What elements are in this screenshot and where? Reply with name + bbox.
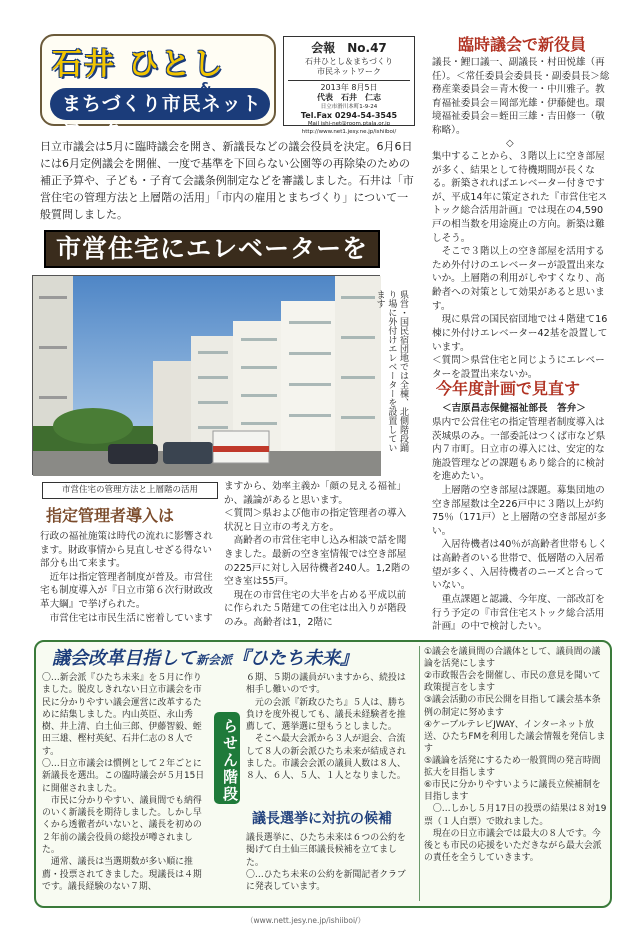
bottom-title-small: 新会派 xyxy=(196,653,233,667)
website-url: http://www.net1.jesy.ne.jp/ishiiboi/ xyxy=(301,128,397,135)
right-subtitle: 今年度計画で見直す xyxy=(436,379,581,398)
rasen-kaidan-label: らせん階段 xyxy=(214,712,240,804)
bottom-title xyxy=(52,646,358,672)
issue-info-box xyxy=(283,36,415,135)
diamond-separator: ◇ xyxy=(506,138,514,149)
bottom-col2b: 議長選挙に、ひたち未来は６つの公約を掲げて白土仙三郎議長候補を立てました。 〇…ひたち未来の公約を新聞記者クラブに発表しています。 xyxy=(246,833,406,893)
issue-date: 2013年 8月5日 xyxy=(320,82,378,92)
footer-url: （www.nett.jesy.ne.jp/ishiiboi/） xyxy=(246,916,366,925)
tel-fax: Tel.Fax 0294-54-3545 xyxy=(300,111,398,121)
apartment-photo xyxy=(32,275,380,475)
bottom-title-main: 議会改革目指して xyxy=(52,648,196,669)
apartment-buildings-image xyxy=(33,276,381,476)
bottom-col1: 〇…新会派『ひたち未来』を５月に作りました。脱皮しきれない日立市議会を市民に分かりやすい議会運営に改革するために結集しました。内山英臣、永山秀樹、井上清、白土仙三郎、伊藤智毅、蛭田三雄、樫村英紀、石井仁志の８人です。 〇…日立市議会は慣例として２年ごとに新議長を選出。この臨時議会が５月15日に開催されました。 市民に分かりやすい、議員間でも納得のいく新議長を期待しました。しかし早くから透徹者がいないと、議長を初めの２年前の議会役員の総投が噂されました。 通常、議長は当選期数が多い順に推薦・投票されてきました。現議長は４期です。議長経験のない７期、 xyxy=(42,673,205,892)
bottom-col2: ６期、５期の議員がいますから、続投は相手し難いのです。 元の会派『新政ひたち』５人は、勝ち負けを度外視しても、議長未経験者を推薦して、選挙選に望もうとしました。 そこへ最大会派から３人が退会、合流して８人の新会派ひたち未来が結成されました。市議会会派の議員人数は８人、８人、６人、５人、１人となりました。 xyxy=(246,673,406,782)
email: Mail ishi-net@room.ptala.or.jp xyxy=(307,121,391,128)
intro-text: 日立市議会は5月に臨時議会を開き、新議長などの議会役員を決定。6月6日には6月定例議会を開催、一度で基準を下回らない公園等の再除染のための補正予算や、子ども・子育て会議条例制定などを審議しました。石井は「市営住宅の管理方法と上層階の活用」「市内の雇用とまちづくり」について一般質問しました。 xyxy=(40,140,414,222)
address: 日立市滑川本町1-9-24 xyxy=(320,103,378,110)
issue-number: 会報 No.47 xyxy=(311,41,387,55)
representative: 代表 石井 仁志 xyxy=(317,93,381,103)
main-headline: 市営住宅にエレベーターを xyxy=(44,230,380,268)
right-headline: 臨時議会で新役員 xyxy=(457,35,586,54)
answer-head: ＜吉原昌志保健福祉部長 答弁＞ xyxy=(442,403,586,414)
bottom-title-end: 『ひたち未来』 xyxy=(232,648,359,669)
newsletter-logo xyxy=(40,34,276,142)
photo-side-note: 県営・国民宿団地では全棟、北側階段踊り場に外付けエレベーターを設置しています xyxy=(374,290,408,452)
logo-title: 石井 ひとし xyxy=(52,47,225,82)
pledge-list: ①議会を議員間の合議体として、議員間の議論を活発にします ②市政報告会を開催し、市民の意見を聞いて政策提言をします ③議会活動の市民公開を目指して議会基本条例の制定に努めます ④ケーブルテレビJWAY、インターネット放送、ひたちFMを利用した議会情報を発信します ⑤議論を活発にするため一般質問の発言時間拡大を目指します ⑥市民に分かりやすいように議長立候補制を目指します 〇…しかし５月17日の投票の結果は８対19票（１人白票）で敗れました。 現在の日立市議会では最大の８人です。今後とも市民の応援をいただきながら最大会派の責任を全うしていきます。 xyxy=(424,647,607,863)
org-name-2: 市民ネットワーク xyxy=(317,67,381,77)
photo-caption: 市営住宅の管理方法と上層階の活用 xyxy=(42,482,218,499)
bottom-divider xyxy=(419,646,420,901)
logo-subtitle: まちづくり市民ネットワーク xyxy=(50,88,270,120)
right-body2: 県内で公営住宅の指定管理者制度導入は茨城県のみ。一部委託はつくば市など県内７市町。日立市の導入には、安定的な施設管理などの課題もあり総合的に検討を進めたい。 上層階の空き部屋は課題。募集団地の空き部屋数は全226戸中に３階以上が約75％（171戸）と上層階の空き部屋が多い。 入居待機者は40％が高齢者世帯もしくは高齢者のいる世帯で、低層階の入居希望が多く、入居待機者のニーズと合っていない。 重点課題と認識、今年度、一部改訂を行う予定の『市営住宅ストック総合活用計画』の中で検討したい。 xyxy=(432,417,608,633)
officers-text: 議長・鯉口議一、副議長・村田悦雄（再任）。＜常任委員会委員長・副委員長＞総務産業委員会＝青木俊一・中川雅子。教育福祉委員会＝岡部光雄・伊藤健也。環境福祉委員会＝蛭田三雄・吉田修一（敬称略）。 xyxy=(432,57,610,137)
section-title-designated-manager: 指定管理者導入は xyxy=(46,506,175,525)
section2-body: ますから、効率主義か「顔の見える福祉」か、議論があると思います。 ＜質問＞県および他市の指定管理者の導入状況と日立市の考え方を。 高齢者の市営住宅申し込み相談で話を聞きました。最新の空き室情報では空き部屋の225戸に対し入居待機者240人。1,2階の空き室は55戸。 現在の市営住宅の大半を占める平成以前に作られた５階建ての住宅は出入りが階段のみ。高齢者は1，2階に xyxy=(224,481,411,629)
right-body1: 集中することから、３階以上に空き部屋が多く、結果として待機期間が長くなる。新築されればエレベーター付きですが、平成14年に策定された『市営住宅ストック総合活用計画』では現在の4,590戸の相当数を用途廃止の方向。新築は難しそう。 そこで３階以上の空き部屋を活用するため外付けのエレベーターが設置出来ないか。上層階の利用がしやすくなり、高齢者への対策として効果があると思います。 現に県営の国民宿団地では４階建て16棟に外付けエレベーター42基を設置しています。 ＜質問＞県営住宅と同じようにエレベーターを設置出来ないか。 xyxy=(432,151,608,380)
org-name: 石井ひとし＆まちづくり xyxy=(305,57,393,67)
section1-body: 行政の福祉施策は時代の流れに影響されます。財政事情から見直しせざる得ない部分も出て来ます。 近年は指定管理者制度が普及。市営住宅も制度導入が『日立市第６次行財政改革大綱』で挙げられた。 市営住宅は市民生活に密着しています xyxy=(40,531,213,624)
bottom-subtitle: 議長選挙に対抗の候補 xyxy=(252,811,392,827)
